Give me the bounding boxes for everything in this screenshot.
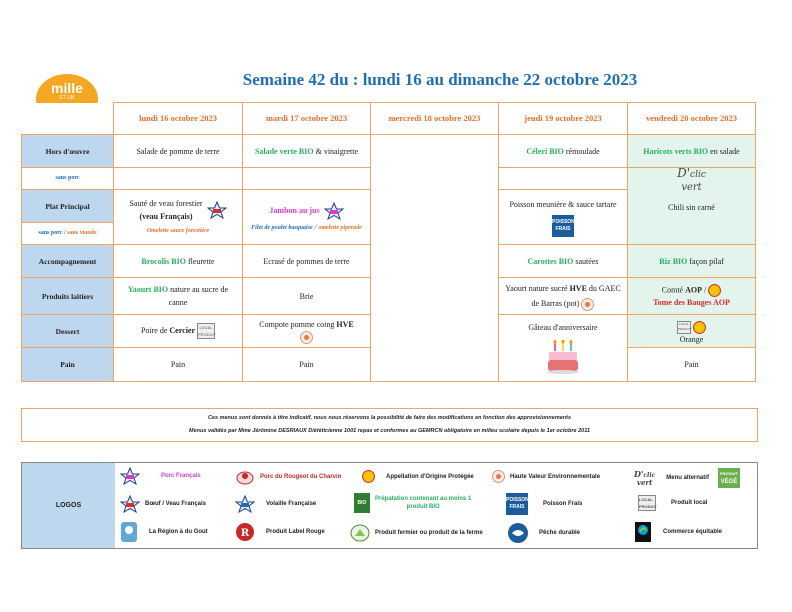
disclaimer-notes: Ces menus sont donnés à titre indicatif, nous nous réservons la possibilité de faire des modifications en fonction des approvisionnements Menus validés par Mme Jérômine DESRIAUX Diététicienne 1001 repas et conformes au GEMRCN obligatoire en milieu scolaire depuis le 1er octobre 2011 — [21, 408, 758, 442]
legend-volaille: Volaille Française — [235, 495, 316, 513]
cell-wed-empty — [371, 135, 499, 382]
porc-francais-icon — [120, 467, 140, 485]
legend-aop: Appellation d'Origine Protégée — [362, 470, 474, 483]
legend-boeuf-veau: Bœuf / Veau Français — [120, 495, 206, 513]
cell-mon-hors: Salade de pomme de terre — [114, 135, 243, 168]
cell-mon-lait: Yaourt BIO nature au sucre de canne — [114, 278, 243, 315]
cell-tue-acc: Ecrasé de pommes de terre — [243, 245, 371, 278]
cell-fri-dessert: LOCAL PRODUIT Orange — [628, 315, 756, 348]
produit-local-icon: LOCAL PRODUIT — [198, 325, 217, 337]
dclic-vert-logo: D'clic vert — [677, 166, 706, 193]
legend-fermier: Produit fermier ou produit de la ferme — [350, 524, 483, 542]
cell-tue-dessert: Compote pomme coing HVE — [243, 315, 371, 348]
porc-francais-icon — [324, 202, 344, 220]
day-header-wednesday: mercredi 18 octobre 2023 — [371, 103, 499, 135]
cell-tue-pain: Pain — [243, 348, 371, 382]
cell-fri-acc: Riz BIO façon pilaf — [628, 245, 756, 278]
legend-porc-francais: Porc Français — [120, 467, 201, 485]
cell-mon-plat: Sauté de veau forestier (veau Français) Omelette sauce forestière — [114, 190, 243, 245]
cell-fri-lait: Comté AOP / Tome des Bauges AOP — [628, 278, 756, 315]
aop-icon — [693, 321, 706, 334]
day-header-tuesday: mardi 17 octobre 2023 — [243, 103, 371, 135]
cell-tue-plat: Jambon au jus Filet de poulet basquaise / omelette piperade — [243, 190, 371, 245]
day-header-monday: lundi 16 octobre 2023 — [114, 103, 243, 135]
row-header-dessert: Dessert — [22, 315, 114, 348]
row-header-pain: Pain — [22, 348, 114, 382]
cell-thu-acc: Carottes BIO sautées — [499, 245, 628, 278]
boeuf-francais-icon — [120, 495, 140, 513]
legend-menu-alternatif: D'clic vert Menu alternatif PRODUIT VÉGÉ — [634, 468, 738, 487]
legend-peche-durable: Pêche durable — [506, 522, 580, 544]
birthday-cake-icon — [546, 340, 580, 374]
legend-rougeot: Porc du Rougeot du Charvin — [235, 468, 341, 486]
logos-legend — [21, 462, 758, 549]
hve-icon — [492, 470, 505, 483]
poisson-frais-icon: POISSON FRAIS — [506, 493, 528, 515]
legend-header: LOGOS — [22, 463, 115, 548]
legend-produit-local: LOCAL PRODUIT Produit local — [639, 497, 708, 509]
cell-thu-plat: Poisson meunière & sauce tartare POISSON FRAIS — [499, 190, 628, 245]
menu-table — [21, 102, 756, 382]
legend-label-rouge: R Produit Label Rouge — [235, 522, 325, 542]
hve-icon — [300, 331, 313, 344]
cell-tue-lait: Brie — [243, 278, 371, 315]
label-rouge-icon — [235, 522, 255, 542]
row-header-plat-principal: Plat Principal — [22, 190, 114, 223]
commerce-equitable-icon — [634, 521, 652, 543]
cell-mon-acc: Brocolis BIO fleurette — [114, 245, 243, 278]
page-title: Semaine 42 du : lundi 16 au dimanche 22 octobre 2023 — [242, 70, 638, 89]
rougeot-charvin-icon — [235, 468, 255, 486]
cell-mon-dessert: Poire de Cercier LOCAL PRODUIT — [114, 315, 243, 348]
boeuf-francais-icon — [207, 201, 227, 219]
bio-icon: BIO — [354, 493, 370, 513]
produit-local-icon: LOCAL PRODUIT — [639, 497, 657, 509]
volaille-francaise-icon — [235, 495, 255, 513]
legend-region: La Région à du Gout — [120, 521, 208, 543]
produit-fermier-icon — [350, 524, 370, 542]
cell-thu-lait: Yaourt nature sucré HVE du GAEC de Barras (pot) — [499, 278, 628, 315]
day-header-friday: vendredi 20 octobre 2023 — [628, 103, 756, 135]
row-header-produits-laitiers: Produits laitiers — [22, 278, 114, 315]
legend-bio-prep: BIO Prépatation contenant au moins 1 produit BIO — [354, 493, 471, 513]
cell-thu-dessert: Gâteau d'anniversaire — [499, 315, 628, 382]
cell-tue-hors: Salade verte BIO & vinaigrette — [243, 135, 371, 168]
cell-fri-plat: D'clic vert Chili sin carné — [628, 168, 756, 245]
peche-durable-icon — [506, 522, 530, 544]
produit-local-icon: LOCAL PRODUIT — [677, 321, 691, 334]
aop-icon — [708, 284, 721, 297]
dclic-vert-logo: D'clic vert — [634, 468, 656, 487]
cell-fri-pain: Pain — [628, 348, 756, 382]
legend-commerce-equitable: Commerce équitable — [634, 521, 722, 543]
day-header-thursday: jeudi 19 octobre 2023 — [499, 103, 628, 135]
cell-mon-pain: Pain — [114, 348, 243, 382]
row-header-sans-porc: sans porc — [22, 168, 114, 190]
poisson-frais-icon: POISSON FRAIS — [552, 215, 574, 237]
legend-poisson-frais: POISSON FRAIS Poisson Frais — [506, 493, 582, 515]
aop-icon — [362, 470, 375, 483]
row-header-accompagnement: Accompagnement — [22, 245, 114, 278]
row-header-hors-doeuvre: Hors d'œuvre — [22, 135, 114, 168]
region-gout-icon — [120, 521, 138, 543]
legend-hve: Haute Valeur Environnementale — [492, 470, 600, 483]
produit-vege-icon: PRODUIT VÉGÉ — [718, 468, 740, 488]
svg-text:R: R — [240, 528, 250, 539]
cell-thu-hors: Céleri BIO rémoulade — [499, 135, 628, 168]
row-header-sans-porc-sans-viande: sans porc / sans viande — [22, 223, 114, 245]
cell-fri-hors: Haricots verts BIO en salade — [628, 135, 756, 168]
mille-et-un-repas-logo: mille ET UN — [36, 74, 98, 124]
hve-icon — [581, 298, 594, 311]
